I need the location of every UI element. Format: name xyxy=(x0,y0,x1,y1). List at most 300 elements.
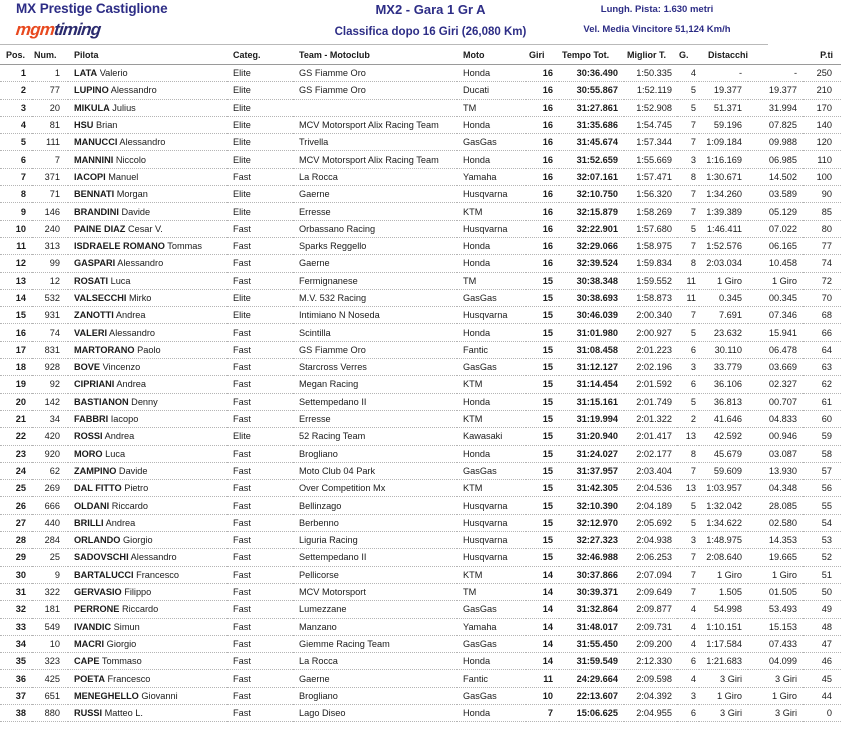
laps-completed: 11 xyxy=(526,670,559,687)
best-lap-time: 2:01.322 xyxy=(624,410,677,427)
best-lap-time: 2:04.392 xyxy=(624,687,677,704)
table-row[interactable] xyxy=(0,410,841,427)
gap-to-previous: 04.099 xyxy=(748,653,803,670)
column-header-g[interactable]: G. xyxy=(677,45,699,65)
rider-team: Settempedano II xyxy=(293,393,457,410)
table-row[interactable] xyxy=(0,601,841,618)
points: 54 xyxy=(803,514,841,531)
total-time: 31:19.994 xyxy=(559,410,624,427)
result-position: 28 xyxy=(0,532,32,549)
points: 45 xyxy=(803,670,841,687)
table-row[interactable] xyxy=(0,255,841,272)
laps-completed: 16 xyxy=(526,255,559,272)
table-row[interactable] xyxy=(0,151,841,168)
rider-surname: VALERI xyxy=(74,327,108,338)
rider-number: 322 xyxy=(32,583,68,600)
table-row[interactable] xyxy=(0,445,841,462)
rider-given-name: Tommaso xyxy=(99,656,142,667)
event-title: MX Prestige Castiglione xyxy=(16,1,168,16)
total-time: 32:39.524 xyxy=(559,255,624,272)
rider-number: 34 xyxy=(32,410,68,427)
rider-team: Gaerne xyxy=(293,670,457,687)
rider-team: Gaerne xyxy=(293,186,457,203)
gap-to-leader: 0.345 xyxy=(699,289,748,306)
result-position: 19 xyxy=(0,376,32,393)
rider-name xyxy=(68,480,227,497)
table-row[interactable] xyxy=(0,583,841,600)
result-position: 33 xyxy=(0,618,32,635)
table-row[interactable] xyxy=(0,497,841,514)
best-lap-time: 2:01.592 xyxy=(624,376,677,393)
gap-to-previous: 03.589 xyxy=(748,186,803,203)
best-lap-time: 2:09.598 xyxy=(624,670,677,687)
table-row[interactable] xyxy=(0,393,841,410)
rider-given-name: Cesar V. xyxy=(125,223,163,234)
points: 68 xyxy=(803,307,841,324)
rider-name xyxy=(68,410,227,427)
column-header-distacchi[interactable]: Distacchi xyxy=(699,45,748,65)
rider-number: 284 xyxy=(32,532,68,549)
best-lap-time: 1:58.873 xyxy=(624,289,677,306)
table-row[interactable] xyxy=(0,514,841,531)
rider-category: Elite xyxy=(227,82,293,99)
total-time: 30:39.371 xyxy=(559,583,624,600)
total-time: 30:36.490 xyxy=(559,65,624,82)
best-lap-number: 6 xyxy=(677,653,699,670)
laps-completed: 16 xyxy=(526,168,559,185)
table-row[interactable] xyxy=(0,704,841,721)
total-time: 31:01.980 xyxy=(559,324,624,341)
laps-completed: 15 xyxy=(526,532,559,549)
laps-completed: 16 xyxy=(526,99,559,116)
rider-given-name: Giorgio xyxy=(120,535,153,546)
result-position: 17 xyxy=(0,341,32,358)
rider-name xyxy=(68,428,227,445)
rider-name xyxy=(68,601,227,618)
rider-given-name: Matteo L. xyxy=(102,708,143,719)
rider-category: Fast xyxy=(227,497,293,514)
result-position: 4 xyxy=(0,116,32,133)
rider-surname: ISDRAELE ROMANO xyxy=(74,241,165,252)
rider-surname: CIPRIANI xyxy=(74,379,115,390)
column-header-moto[interactable]: Moto xyxy=(457,45,526,65)
rider-surname: MORO xyxy=(74,448,103,459)
rider-category: Fast xyxy=(227,670,293,687)
bike-make: Honda xyxy=(457,116,526,133)
gap-to-previous: 14.353 xyxy=(748,532,803,549)
rider-surname: MANNINI xyxy=(74,154,114,165)
table-row[interactable] xyxy=(0,428,841,445)
best-lap-time: 1:56.320 xyxy=(624,186,677,203)
results-table xyxy=(0,45,841,722)
column-header-pti[interactable]: P.ti xyxy=(803,45,841,65)
rider-number: 420 xyxy=(32,428,68,445)
rider-name xyxy=(68,359,227,376)
column-header-team[interactable]: Team - Motoclub xyxy=(293,45,457,65)
table-row[interactable] xyxy=(0,289,841,306)
rider-name xyxy=(68,514,227,531)
best-lap-number: 7 xyxy=(677,583,699,600)
rider-given-name: Riccardo xyxy=(119,604,159,615)
rider-team: Giemme Racing Team xyxy=(293,635,457,652)
rider-surname: ROSATI xyxy=(74,275,109,286)
rider-category: Fast xyxy=(227,549,293,566)
best-lap-number: 4 xyxy=(677,65,699,82)
table-row[interactable] xyxy=(0,134,841,151)
rider-given-name: Giovanni xyxy=(138,690,178,701)
column-header-pilota[interactable]: Pilota xyxy=(68,45,227,65)
gap-to-leader: 1:34.622 xyxy=(699,514,748,531)
gap-to-previous: 3 Giri xyxy=(748,704,803,721)
result-position: 11 xyxy=(0,237,32,254)
rider-surname: MACRI xyxy=(74,638,105,649)
best-lap-number: 11 xyxy=(677,272,699,289)
best-lap-number: 6 xyxy=(677,376,699,393)
bike-make: Ducati xyxy=(457,82,526,99)
rider-given-name: Alessandro xyxy=(128,552,177,563)
table-row[interactable] xyxy=(0,116,841,133)
rider-surname: ORLANDO xyxy=(74,535,121,546)
result-position: 24 xyxy=(0,462,32,479)
table-row[interactable] xyxy=(0,687,841,704)
best-lap-time: 2:09.649 xyxy=(624,583,677,600)
gap-to-previous: 15.941 xyxy=(748,324,803,341)
total-time: 31:35.686 xyxy=(559,116,624,133)
gap-to-leader: 1:30.671 xyxy=(699,168,748,185)
laps-completed: 15 xyxy=(526,393,559,410)
result-position: 18 xyxy=(0,359,32,376)
total-time: 30:46.039 xyxy=(559,307,624,324)
rider-team: Scintilla xyxy=(293,324,457,341)
total-time: 32:10.390 xyxy=(559,497,624,514)
rider-surname: VALSECCHI xyxy=(74,293,127,303)
best-lap-number: 7 xyxy=(677,203,699,220)
rider-team: MCV Motorsport Alix Racing Team xyxy=(293,151,457,168)
rider-name xyxy=(68,618,227,635)
points: 100 xyxy=(803,168,841,185)
best-lap-time: 2:09.200 xyxy=(624,635,677,652)
best-lap-number: 3 xyxy=(677,687,699,704)
rider-category: Fast xyxy=(227,635,293,652)
total-time: 32:29.066 xyxy=(559,237,624,254)
column-header-categ[interactable]: Categ. xyxy=(227,45,293,65)
rider-name xyxy=(68,237,227,254)
rider-surname: CAPE xyxy=(74,656,100,667)
result-position: 10 xyxy=(0,220,32,237)
laps-completed: 15 xyxy=(526,480,559,497)
rider-name xyxy=(68,462,227,479)
result-position: 37 xyxy=(0,687,32,704)
best-lap-time: 2:02.196 xyxy=(624,359,677,376)
rider-given-name: Andrea xyxy=(103,517,136,528)
best-lap-time: 1:58.975 xyxy=(624,237,677,254)
table-row[interactable] xyxy=(0,237,841,254)
result-position: 21 xyxy=(0,410,32,427)
rider-number: 81 xyxy=(32,116,68,133)
points: 72 xyxy=(803,272,841,289)
rider-category: Elite xyxy=(227,65,293,82)
table-row[interactable] xyxy=(0,272,841,289)
column-header-pos[interactable]: Pos. xyxy=(0,45,32,65)
gap-to-leader: 2:03.034 xyxy=(699,255,748,272)
table-row[interactable] xyxy=(0,359,841,376)
rider-name xyxy=(68,583,227,600)
rider-given-name: Giorgio xyxy=(104,638,137,649)
gap-to-leader: - xyxy=(699,65,748,82)
points: 77 xyxy=(803,237,841,254)
best-lap-time: 2:05.692 xyxy=(624,514,677,531)
gap-to-previous: 07.433 xyxy=(748,635,803,652)
gap-to-previous: 1 Giro xyxy=(748,687,803,704)
rider-given-name: Alessandro xyxy=(115,258,164,269)
rider-number: 7 xyxy=(32,151,68,168)
table-row[interactable] xyxy=(0,186,841,203)
track-length-info: Lungh. Pista: 1.630 metri xyxy=(600,4,714,15)
rider-team: Settempedano II xyxy=(293,549,457,566)
gap-to-previous: 1 Giro xyxy=(748,272,803,289)
table-row[interactable] xyxy=(0,220,841,237)
rider-team: Lago Diseo xyxy=(293,704,457,721)
laps-completed: 15 xyxy=(526,428,559,445)
best-lap-number: 3 xyxy=(677,532,699,549)
rider-category: Elite xyxy=(227,203,293,220)
table-row[interactable] xyxy=(0,566,841,583)
points: 56 xyxy=(803,480,841,497)
best-lap-time: 2:12.330 xyxy=(624,653,677,670)
table-row[interactable] xyxy=(0,532,841,549)
gap-to-leader: 1:34.260 xyxy=(699,186,748,203)
best-lap-time: 2:03.404 xyxy=(624,462,677,479)
table-row[interactable] xyxy=(0,324,841,341)
bike-make: Husqvarna xyxy=(457,532,526,549)
table-row[interactable] xyxy=(0,653,841,670)
rider-team: GS Fiamme Oro xyxy=(293,82,457,99)
table-row[interactable] xyxy=(0,168,841,185)
laps-completed: 15 xyxy=(526,549,559,566)
rider-category: Fast xyxy=(227,376,293,393)
table-row[interactable] xyxy=(0,99,841,116)
rider-name xyxy=(68,151,227,168)
table-row[interactable] xyxy=(0,618,841,635)
bike-make: GasGas xyxy=(457,687,526,704)
rider-number: 651 xyxy=(32,687,68,704)
rider-given-name: Francesco xyxy=(133,569,179,580)
gap-to-leader: 41.646 xyxy=(699,410,748,427)
rider-name xyxy=(68,635,227,652)
best-lap-time: 2:07.094 xyxy=(624,566,677,583)
result-position: 13 xyxy=(0,272,32,289)
rider-team: Berbenno xyxy=(293,514,457,531)
rider-given-name: Luca xyxy=(102,448,126,459)
best-lap-number: 8 xyxy=(677,445,699,462)
rider-number: 181 xyxy=(32,601,68,618)
points: 53 xyxy=(803,532,841,549)
best-lap-number: 5 xyxy=(677,82,699,99)
rider-given-name: Mirko xyxy=(126,293,152,303)
rider-surname: FABBRI xyxy=(74,414,109,425)
best-lap-time: 2:00.340 xyxy=(624,307,677,324)
gap-to-previous: 00.707 xyxy=(748,393,803,410)
laps-completed: 14 xyxy=(526,566,559,583)
total-time: 31:55.450 xyxy=(559,635,624,652)
rider-name xyxy=(68,445,227,462)
rider-category: Elite xyxy=(227,99,293,116)
rider-surname: MIKULA xyxy=(74,102,110,113)
rider-number: 371 xyxy=(32,168,68,185)
column-header-miglior-t[interactable]: Miglior T. xyxy=(624,45,677,65)
rider-number: 71 xyxy=(32,186,68,203)
laps-completed: 15 xyxy=(526,497,559,514)
bike-make: Husqvarna xyxy=(457,307,526,324)
gap-to-leader: 42.592 xyxy=(699,428,748,445)
rider-category: Fast xyxy=(227,445,293,462)
rider-number: 25 xyxy=(32,549,68,566)
best-lap-number: 6 xyxy=(677,704,699,721)
rider-number: 99 xyxy=(32,255,68,272)
rider-surname: MARTORANO xyxy=(74,344,135,355)
rider-number: 931 xyxy=(32,307,68,324)
average-speed-info: Vel. Media Vincitore 51,124 Km/h xyxy=(583,24,731,35)
rider-given-name: Denny xyxy=(128,396,158,407)
result-position: 9 xyxy=(0,203,32,220)
table-row[interactable] xyxy=(0,203,841,220)
points: 70 xyxy=(803,289,841,306)
laps-completed: 15 xyxy=(526,376,559,393)
points: 58 xyxy=(803,445,841,462)
rider-surname: BRANDINI xyxy=(74,206,119,217)
column-header-tempo-tot[interactable]: Tempo Tot. xyxy=(559,45,624,65)
table-row[interactable] xyxy=(0,376,841,393)
bike-make: Yamaha xyxy=(457,168,526,185)
rider-number: 62 xyxy=(32,462,68,479)
rider-number: 269 xyxy=(32,480,68,497)
best-lap-time: 2:01.223 xyxy=(624,341,677,358)
rider-team: Megan Racing xyxy=(293,376,457,393)
rider-category: Elite xyxy=(227,134,293,151)
rider-number: 142 xyxy=(32,393,68,410)
column-header-giri[interactable]: Giri xyxy=(526,45,559,65)
table-row[interactable] xyxy=(0,462,841,479)
table-row[interactable] xyxy=(0,341,841,358)
points: 210 xyxy=(803,82,841,99)
best-lap-time: 1:52.908 xyxy=(624,99,677,116)
rider-surname: MENEGHELLO xyxy=(74,690,139,701)
rider-surname: LATA xyxy=(74,68,98,79)
total-time: 32:15.879 xyxy=(559,203,624,220)
total-time: 30:37.866 xyxy=(559,566,624,583)
rider-surname: IVANDIC xyxy=(74,621,112,632)
rider-name xyxy=(68,186,227,203)
best-lap-number: 11 xyxy=(677,289,699,306)
rider-team: Orbassano Racing xyxy=(293,220,457,237)
rider-category: Fast xyxy=(227,532,293,549)
best-lap-time: 1:54.745 xyxy=(624,116,677,133)
rider-name xyxy=(68,566,227,583)
rider-given-name: Brian xyxy=(93,120,118,131)
result-position: 3 xyxy=(0,99,32,116)
gap-to-leader: 54.998 xyxy=(699,601,748,618)
total-time: 31:24.027 xyxy=(559,445,624,462)
rider-category: Fast xyxy=(227,514,293,531)
rider-number: 10 xyxy=(32,635,68,652)
gap-to-previous: 1 Giro xyxy=(748,566,803,583)
gap-to-leader: 1 Giro xyxy=(699,566,748,583)
table-row[interactable] xyxy=(0,65,841,82)
best-lap-number: 5 xyxy=(677,324,699,341)
bike-make: Fantic xyxy=(457,670,526,687)
column-header-num[interactable]: Num. xyxy=(32,45,68,65)
table-row[interactable] xyxy=(0,635,841,652)
laps-completed: 15 xyxy=(526,359,559,376)
table-row[interactable] xyxy=(0,82,841,99)
rider-category: Fast xyxy=(227,255,293,272)
bike-make: Honda xyxy=(457,704,526,721)
rider-given-name: Alessandro xyxy=(107,327,156,338)
gap-to-previous: 19.665 xyxy=(748,549,803,566)
rider-number: 240 xyxy=(32,220,68,237)
rider-number: 1 xyxy=(32,65,68,82)
gap-to-previous: 06.985 xyxy=(748,151,803,168)
gap-to-leader: 1 Giro xyxy=(699,272,748,289)
result-position: 22 xyxy=(0,428,32,445)
column-header-distacchi-2[interactable] xyxy=(748,45,803,65)
best-lap-number: 4 xyxy=(677,601,699,618)
rider-number: 92 xyxy=(32,376,68,393)
gap-to-leader: 19.377 xyxy=(699,82,748,99)
gap-to-previous: 31.994 xyxy=(748,99,803,116)
laps-completed: 15 xyxy=(526,307,559,324)
rider-number: 20 xyxy=(32,99,68,116)
bike-make: Honda xyxy=(457,255,526,272)
rider-name xyxy=(68,220,227,237)
best-lap-number: 6 xyxy=(677,341,699,358)
table-row[interactable] xyxy=(0,307,841,324)
total-time: 31:15.161 xyxy=(559,393,624,410)
bike-make: GasGas xyxy=(457,601,526,618)
rider-name xyxy=(68,307,227,324)
laps-completed: 14 xyxy=(526,653,559,670)
table-row[interactable] xyxy=(0,549,841,566)
rider-team: GS Fiamme Oro xyxy=(293,341,457,358)
rider-category: Fast xyxy=(227,168,293,185)
bike-make: Kawasaki xyxy=(457,428,526,445)
rider-given-name: Andrea xyxy=(114,379,146,390)
table-row[interactable] xyxy=(0,670,841,687)
rider-given-name: Filippo xyxy=(121,587,152,598)
rider-number: 920 xyxy=(32,445,68,462)
total-time: 32:07.161 xyxy=(559,168,624,185)
table-row[interactable] xyxy=(0,480,841,497)
best-lap-time: 2:04.938 xyxy=(624,532,677,549)
total-time: 24:29.664 xyxy=(559,670,624,687)
total-time: 22:13.607 xyxy=(559,687,624,704)
rider-surname: LUPINO xyxy=(74,85,109,96)
rider-surname: GERVASIO xyxy=(74,587,122,598)
gap-to-previous: 03.669 xyxy=(748,359,803,376)
result-position: 36 xyxy=(0,670,32,687)
rider-number: 831 xyxy=(32,341,68,358)
rider-surname: OLDANI xyxy=(74,500,110,511)
laps-completed: 16 xyxy=(526,186,559,203)
total-time: 31:32.864 xyxy=(559,601,624,618)
rider-given-name: Vincenzo xyxy=(100,362,141,373)
rider-category: Elite xyxy=(227,428,293,445)
rider-number: 666 xyxy=(32,497,68,514)
rider-surname: ZAMPINO xyxy=(74,465,117,476)
gap-to-leader: 36.813 xyxy=(699,393,748,410)
points: 120 xyxy=(803,134,841,151)
points: 55 xyxy=(803,497,841,514)
